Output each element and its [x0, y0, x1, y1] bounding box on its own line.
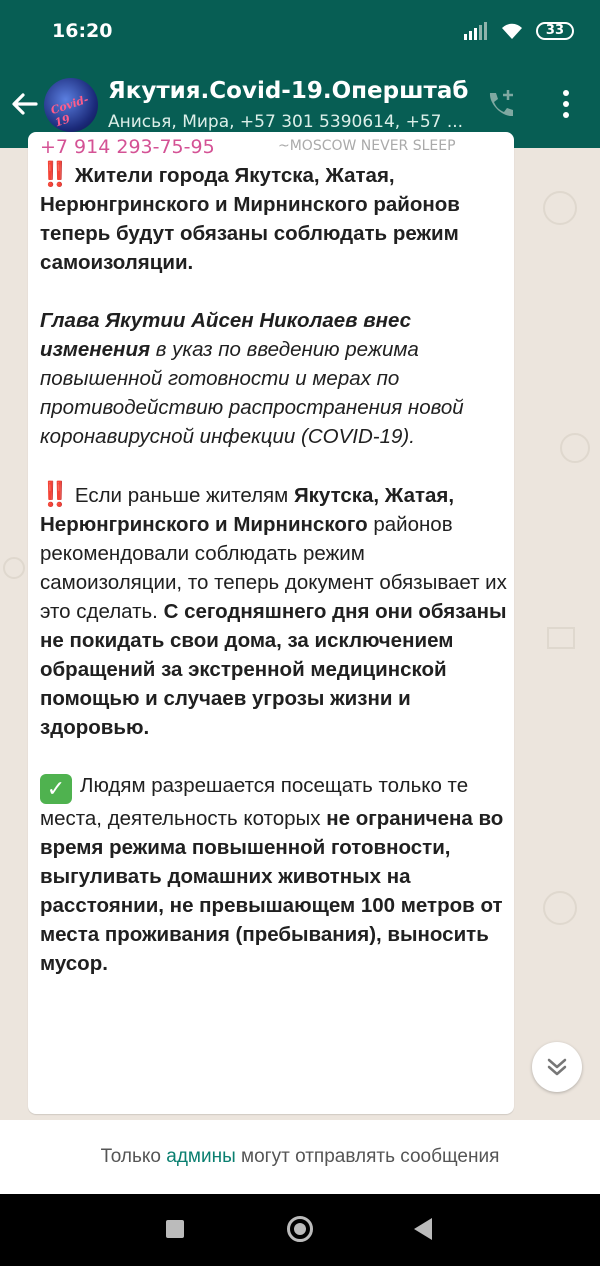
- paragraph-1: ‼️ Жители города Якутска, Жатая, Нерюнгринского и Мирнинского районов теперь будут обязаны соблюдать режим самоизоляции.: [40, 161, 460, 274]
- paragraph-4: ✓ Людям разрешается посещать только те места, деятельность которых не ограничена во время режима повышенной готовности, выгуливать домашних животных на расстоянии, не превышающем 100 метров от места проживания (пребывания), выносить мусор.: [40, 774, 504, 975]
- avatar-text: Covid-19: [49, 92, 91, 130]
- message-bubble[interactable]: [28, 132, 514, 1114]
- chat-title[interactable]: Якутия.Covid-19.Оперштаб: [108, 78, 469, 104]
- system-nav-bar: [0, 1194, 600, 1266]
- chat-participants[interactable]: Анисья, Мира, +57 301 5390614, +57 ...: [108, 112, 464, 132]
- admins-link[interactable]: админы: [166, 1146, 236, 1167]
- paragraph-3: ‼️ Если раньше жителям Якутска, Жатая, Нерюнгринского и Мирнинского районов рекомендовали соблюдать режим самоизоляции, то теперь документ обязывает их это сделать. С сегодняшнего дня они обязаны не покидать свои дома, за исключением обращений за экстренной медицинской помощью и случаев угрозы жизни и здоровью.: [40, 481, 507, 739]
- home-button[interactable]: [287, 1216, 313, 1242]
- status-icons: [464, 22, 574, 40]
- chat-area[interactable]: [0, 136, 600, 1120]
- wifi-icon: [500, 22, 524, 40]
- back-arrow-icon[interactable]: [10, 90, 38, 118]
- signal-icon: [464, 22, 488, 40]
- double-chevron-down-icon: [532, 1042, 582, 1092]
- double-exclamation-icon: ‼️: [40, 161, 67, 188]
- scroll-to-bottom-button[interactable]: [532, 1042, 582, 1092]
- recents-button[interactable]: [166, 1220, 184, 1238]
- sender-tag: ~MOSCOW NEVER SLEEP: [278, 138, 456, 154]
- message-text: [40, 160, 508, 1007]
- double-exclamation-icon: ‼️: [40, 481, 67, 508]
- battery-indicator: 33: [536, 22, 574, 40]
- paragraph-2: Глава Якутии Айсен Николаев внес изменения в указ по введению режима повышенной готовности и мерах по противодействию распространения новой коронавирусной инфекции (COVID-19).: [40, 309, 464, 448]
- status-time: 16:20: [52, 20, 113, 42]
- system-back-button[interactable]: [414, 1218, 432, 1240]
- more-options-icon[interactable]: [556, 88, 576, 122]
- add-call-icon[interactable]: [484, 88, 518, 122]
- admins-only-notice: Только админы могут отправлять сообщения: [0, 1120, 600, 1194]
- group-avatar[interactable]: [44, 78, 98, 132]
- check-mark-icon: ✓: [40, 774, 72, 804]
- status-bar: [0, 0, 600, 62]
- sender-phone[interactable]: +7 914 293-75-95: [40, 136, 215, 158]
